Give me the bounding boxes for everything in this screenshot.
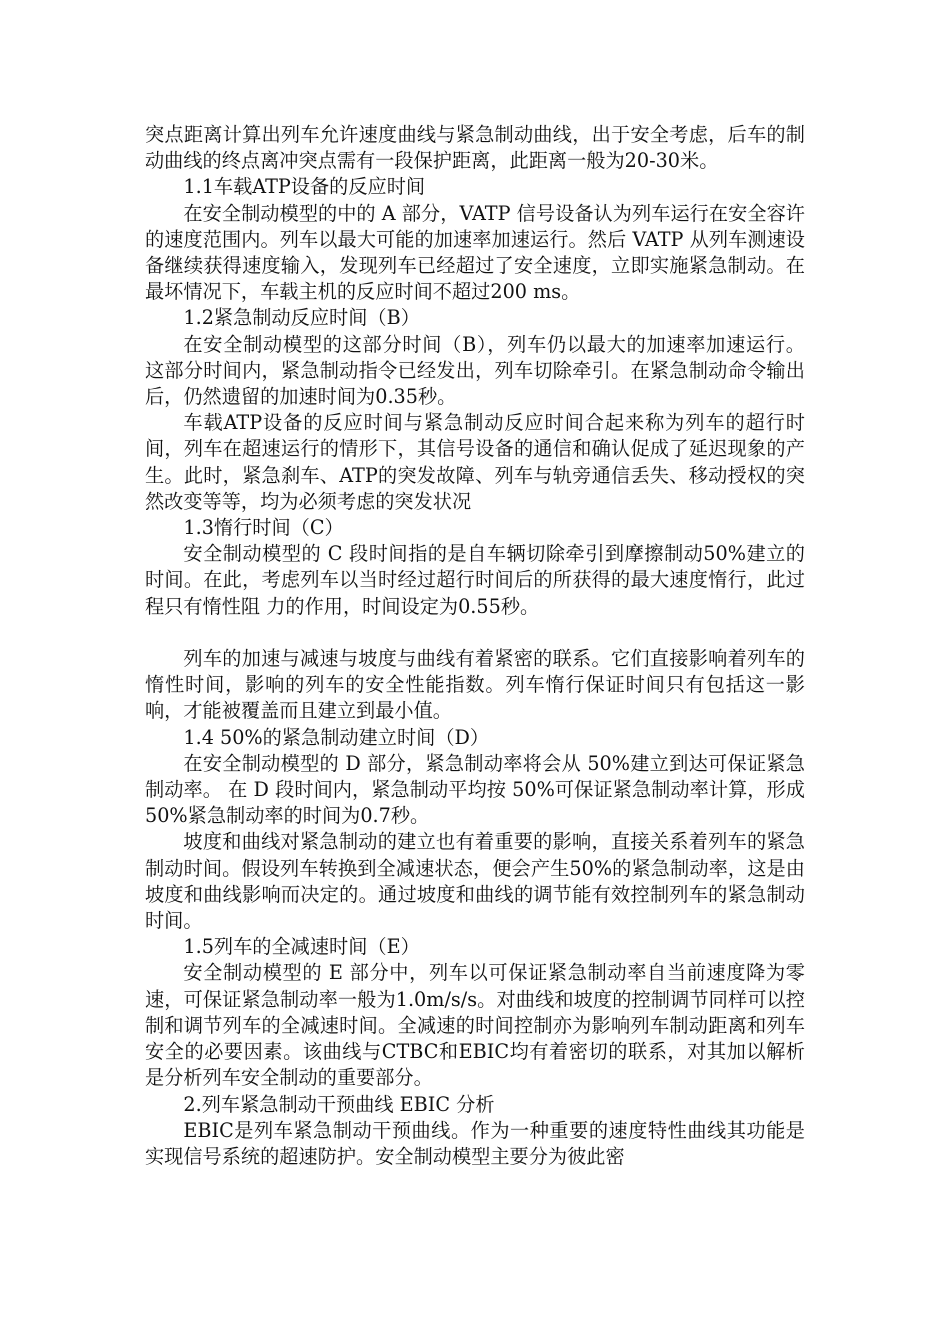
paragraph-continuation: 突点距离计算出列车允许速度曲线与紧急制动曲线，出于安全考虑，后车的制动曲线的终点离冲突点需有一段保护距离，此距离一般为20-30米。 [145, 123, 805, 173]
section-heading-2: 2.列车紧急制动干预曲线 EBIC 分析 [183, 1092, 495, 1116]
paragraph: 在安全制动模型的这部分时间（B），列车仍以最大的加速率加速运行。 这部分时间内，紧急制动指令已经发出，列车切除牵引。在紧急制动命令输出后，仍然遗留的加速时间为0.35秒。 [145, 332, 805, 409]
paragraph: EBIC是列车紧急制动干预曲线。作为一种重要的速度特性曲线其功能是实现信号系统的超速防护。安全制动模型主要分为彼此密 [145, 1118, 805, 1168]
section-heading-1-4: 1.4 50%的紧急制动建立时间（D） [183, 725, 490, 749]
paragraph: 在安全制动模型的中的 A 部分，VATP 信号设备认为列车运行在安全容许的速度范围内。列车以最大可能的加速率加速运行。然后 VATP 从列车测速设备继续获得速度输入，发现列车已经超过了安全速度，立即实施紧急制动。在最坏情况下，车载主机的反应时间不超过200 ms。 [145, 201, 805, 304]
paragraph: 在安全制动模型的 D 部分，紧急制动率将会从 50%建立到达可保证紧急制动率。 在 D 段时间内，紧急制动平均按 50%可保证紧急制动率计算，形成 50%紧急制动率的时间为0.7秒。 [145, 751, 805, 828]
paragraph: 安全制动模型的 E 部分中，列车以可保证紧急制动率自当前速度降为零速，可保证紧急制动率一般为1.0m/s/s。对曲线和坡度的控制调节同样可以控制和调节列车的全减速时间。全减速的时间控制亦为影响列车制动距离和列车安全的必要因素。该曲线与CTBC和EBIC均有着密切的联系，对其加以解析是分析列车安全制动的重要部分。 [145, 961, 805, 1090]
paragraph: 坡度和曲线对紧急制动的建立也有着重要的影响，直接关系着列车的紧急制动时间。假设列车转换到全减速状态，便会产生50%的紧急制动率，这是由坡度和曲线影响而决定的。通过坡度和曲线的调节能有效控制列车的紧急制动时间。 [145, 830, 805, 933]
paragraph: 列车的加速与减速与坡度与曲线有着紧密的联系。它们直接影响着列车的惰性时间，影响的列车的安全性能指数。列车惰行保证时间只有包括这一影响，才能被覆盖而且建立到最小值。 [145, 647, 805, 723]
section-heading-1-1: 1.1车载ATP设备的反应时间 [183, 175, 426, 199]
paragraph: 车载ATP设备的反应时间与紧急制动反应时间合起来称为列车的超行时间，列车在超速运行的情形下，其信号设备的通信和确认促成了延迟现象的产生。此时，紧急刹车、ATP的突发故障、列车与轨旁通信丢失、移动授权的突然改变等等，均为必须考虑的突发状况 [145, 411, 805, 513]
paragraph: 安全制动模型的 C 段时间指的是自车辆切除牵引到摩擦制动50%建立的时间。在此，考虑列车以当时经过超行时间后的所获得的最大速度惰行，此过程只有惰性阻 力的作用，时间设定为0.55秒。 [145, 542, 805, 618]
section-heading-1-3: 1.3惰行时间（C） [183, 516, 344, 540]
section-heading-1-2: 1.2紧急制动反应时间（B） [183, 306, 420, 330]
blank-line [145, 620, 805, 646]
document-body [145, 122, 805, 1170]
section-heading-1-5: 1.5列车的全减速时间（E） [183, 935, 420, 959]
